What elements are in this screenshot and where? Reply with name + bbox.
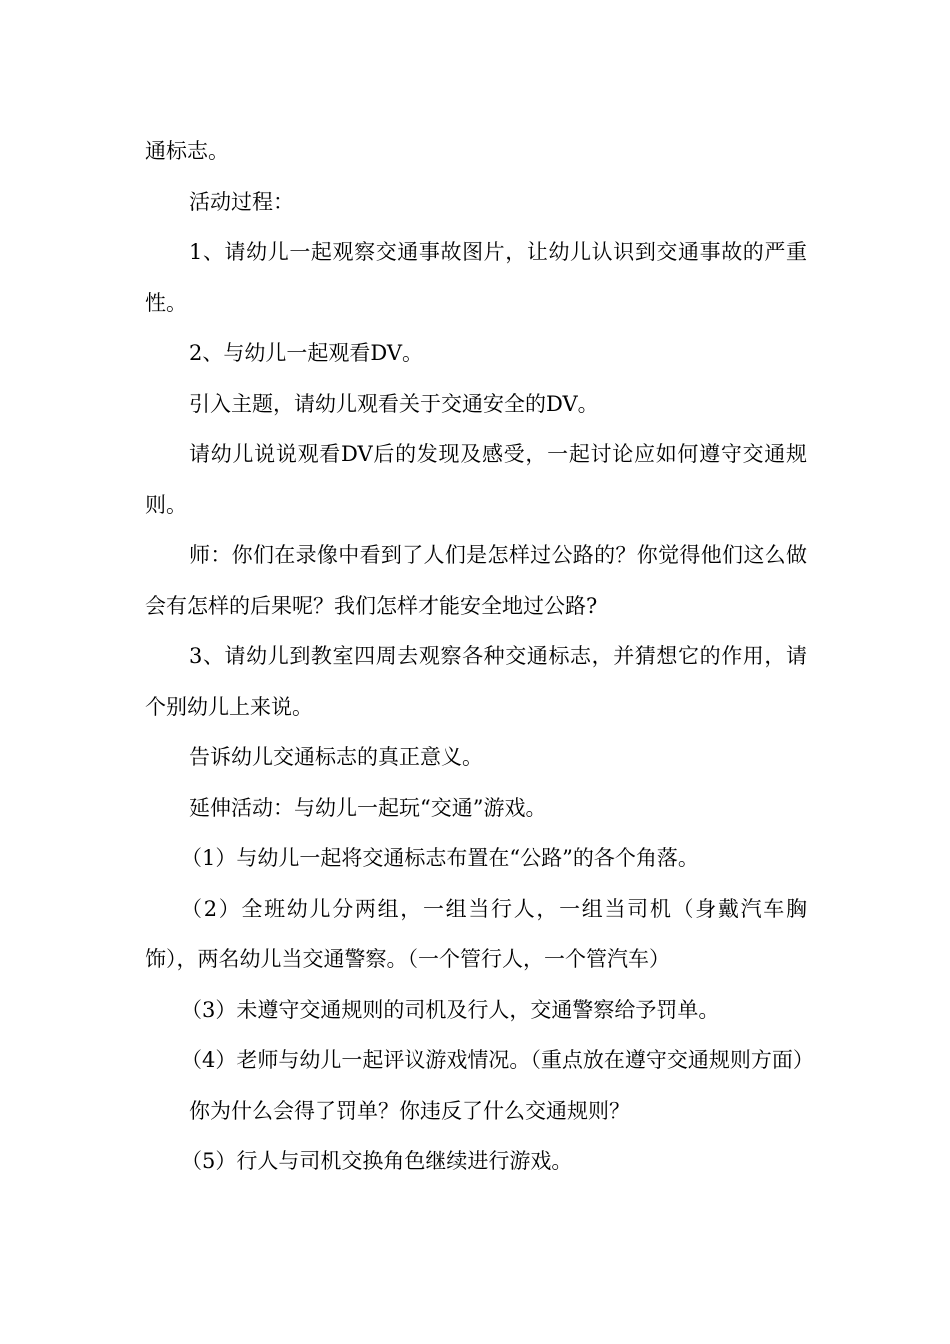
paragraph-teacher-question: 师：你们在录像中看到了人们是怎样过公路的？你觉得他们这么做会有怎样的后果呢？我们怎样才能安全地过公路?	[145, 543, 807, 618]
paragraph-game-step-5: （5）行人与司机交换角色继续进行游戏。	[181, 1149, 573, 1173]
paragraph-discuss-rules: 请幼儿说说观看DV后的发现及感受，一起讨论应如何遵守交通规则。	[145, 442, 807, 517]
paragraph-step-2: 2、与幼儿一起观看DV。	[189, 341, 423, 365]
paragraph-continuation: 通标志。	[145, 139, 229, 163]
paragraph-game-step-1: （1）与幼儿一起将交通标志布置在“公路”的各个角落。	[181, 846, 699, 870]
paragraph-extension-activity: 延伸活动：与幼儿一起玩“交通”游戏。	[189, 795, 547, 820]
paragraph-introduce-topic: 引入主题，请幼儿观看关于交通安全的DV。	[189, 391, 599, 416]
paragraph-sign-meaning: 告诉幼儿交通标志的真正意义。	[189, 745, 483, 769]
paragraph-activity-process-heading: 活动过程：	[189, 189, 294, 214]
paragraph-step-3: 3、请幼儿到教室四周去观察各种交通标志，并猜想它的作用，请个别幼儿上来说。	[145, 644, 807, 719]
paragraph-game-step-2: （2）全班幼儿分两组，一组当行人，一组当司机（身戴汽车胸饰），两名幼儿当交通警察。（一个管行人，一个管汽车）	[145, 896, 807, 971]
paragraph-game-step-3: （3）未遵守交通规则的司机及行人，交通警察给予罚单。	[181, 997, 720, 1022]
paragraph-fine-question: 你为什么会得了罚单？你违反了什么交通规则？	[189, 1098, 630, 1123]
paragraph-game-step-4: （4）老师与幼儿一起评议游戏情况。（重点放在遵守交通规则方面）	[181, 1048, 814, 1072]
paragraph-step-1: 1、请幼儿一起观察交通事故图片，让幼儿认识到交通事故的严重性。	[145, 240, 807, 315]
document-body	[145, 126, 814, 1187]
